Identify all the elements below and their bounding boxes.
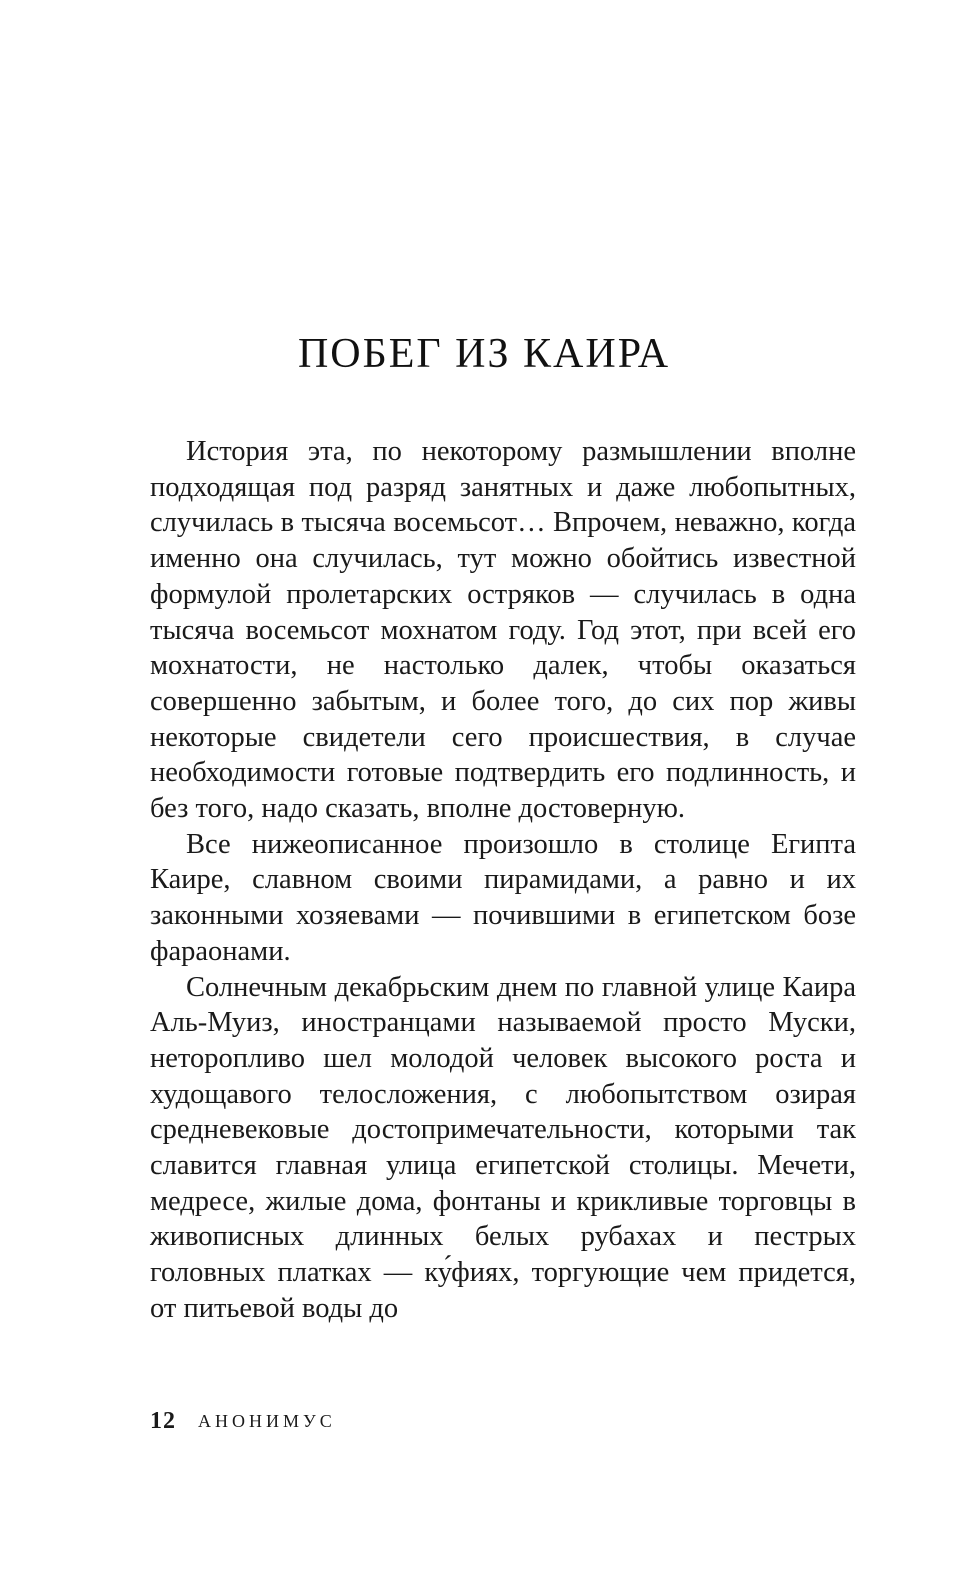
page-footer [150, 1404, 336, 1438]
paragraph: История эта, по некоторому размышлении вполне подходящая под разряд занятных и даже любопытных, случилась в тысяча восемьсот… Впрочем, неважно, когда именно она случилась, тут можно обойтись известной формулой пролетарских остряков — случилась в одна тысяча восемьсот мохнатом году. Год этот, при всей его мохнатости, не настолько далек, чтобы оказаться совершенно забытым, и более того, до сих пор живы некоторые свидетели сего происшествия, в случае необходимости готовые подтвердить его подлинность, и без того, надо сказать, вполне достоверную. [150, 436, 856, 825]
chapter-title: ПОБЕГ ИЗ КАИРА [297, 331, 671, 377]
paragraph: Все нижеописанное произошло в столице Египта Каире, славном своими пирамидами, а равно и их законными хозяевами — почившими в египетском бозе фараонами. [150, 828, 856, 967]
running-head: АНОНИМУС [198, 1410, 336, 1431]
paragraph: Солнечным декабрьским днем по главной улице Каира Аль-Муиз, иностранцами называемой просто Муски, неторопливо шел молодой человек высокого роста и худощавого телосложения, с любопытством озирая средневековые достопримечательности, которыми так славится главная улица египетской столицы. Мечети, медресе, жилые дома, фонтаны и крикливые торговцы в живописных длинных белых рубахах и пестрых головных платках — ку́фиях, торгующие чем придется, от питьевой воды до [150, 971, 856, 1324]
chapter-body [150, 434, 856, 1327]
page-number: 12 [150, 1407, 176, 1434]
